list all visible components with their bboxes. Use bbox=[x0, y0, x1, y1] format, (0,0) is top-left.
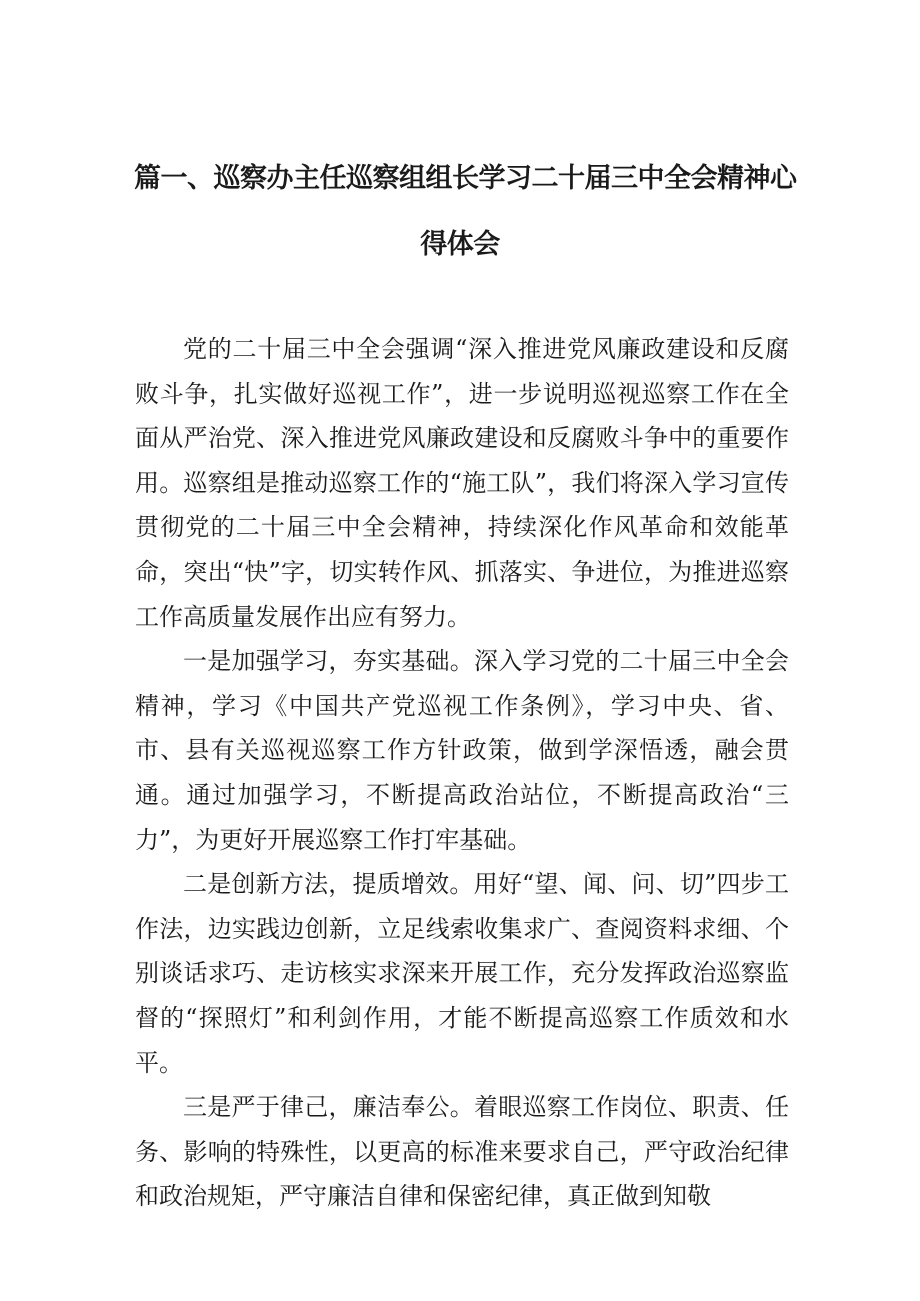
document-title-line-1: 篇一、巡察办主任巡察组组长学习二十届三中全会精神心 bbox=[134, 163, 797, 194]
body-paragraph-4: 三是严于律己，廉洁奉公。着眼巡察工作岗位、职责、任务、影响的特殊性，以更高的标准来要求自己，严守政治纪律和政治规矩，严守廉洁自律和保密纪律，真正做到知敬 bbox=[135, 1093, 789, 1211]
body-paragraph-3: 二是创新方法，提质增效。用好“望、闻、问、切”四步工作法，边实践边创新，立足线索收集求广、查阅资料求细、个别谈话求巧、走访核实求深来开展工作，充分发挥政治巡察监督的“探照灯”和利剑作用，才能不断提高巡察工作质效和水平。 bbox=[135, 870, 789, 1077]
document-title-line-2: 得体会 bbox=[420, 229, 500, 260]
body-paragraph-2: 一是加强学习，夯实基础。深入学习党的二十届三中全会精神，学习《中国共产党巡视工作条例》，学习中央、省、市、县有关巡视巡察工作方针政策，做到学深悟透，融会贯通。通过加强学习，不断提高政治站位，不断提高政治“三力”，为更好开展巡察工作打牢基础。 bbox=[135, 647, 789, 854]
document-body bbox=[135, 327, 789, 1219]
body-paragraph-1: 党的二十届三中全会强调“深入推进党风廉政建设和反腐败斗争，扎实做好巡视工作”，进一步说明巡视巡察工作在全面从严治党、深入推进党风廉政建设和反腐败斗争中的重要作用。巡察组是推动巡察工作的“施工队”，我们将深入学习宣传贯彻党的二十届三中全会精神，持续深化作风革命和效能革命，突出“快”字，切实转作风、抓落实、争进位，为推进巡察工作高质量发展作出应有努力。 bbox=[135, 335, 789, 631]
